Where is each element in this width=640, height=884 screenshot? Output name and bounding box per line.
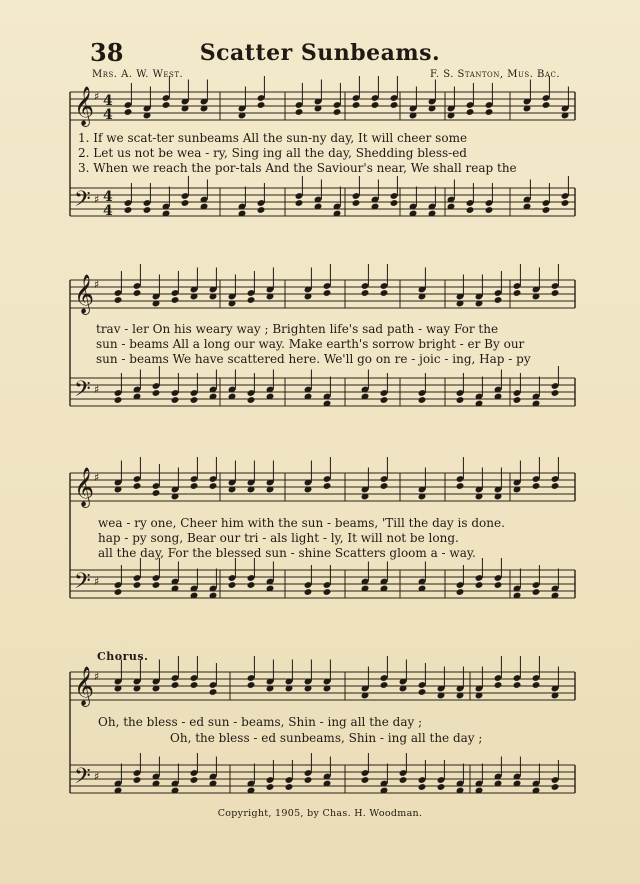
note-head — [380, 289, 389, 297]
note-head — [532, 681, 541, 689]
note-head — [114, 296, 123, 304]
note-head — [304, 776, 313, 784]
lyric-line: Oh, the bless - ed sunbeams, Shin - ing all the day ; — [170, 731, 483, 745]
note-head — [247, 396, 256, 404]
note-head — [152, 389, 161, 397]
lyric-line: sun - beams All a long our way. Make earth's sorrow bright - er By our — [96, 337, 525, 351]
note-head — [323, 482, 332, 490]
lyric-line: 3. When we reach the por-tals And the Saviour's near, We shall reap the — [78, 161, 517, 175]
note-head — [542, 206, 551, 214]
lyric-line: Oh, the bless - ed sun - beams, Shin - ing all the day ; — [98, 715, 423, 729]
lyric-line: all the day, For the blessed sun - shine Scatters gloom a - way. — [98, 546, 476, 560]
note-head — [247, 581, 256, 589]
note-head — [190, 396, 199, 404]
note-head — [551, 289, 560, 297]
note-head — [114, 396, 123, 404]
note-head — [513, 289, 522, 297]
note-head — [143, 206, 152, 214]
note-head — [152, 581, 161, 589]
note-head — [209, 688, 218, 696]
note-head — [171, 296, 180, 304]
note-head — [295, 108, 304, 116]
time-signature: 4 — [103, 107, 113, 123]
composer-credit: F. S. Stanton, Mus. Bac. — [429, 69, 560, 80]
note-head — [171, 396, 180, 404]
sharp-icon: ♯ — [94, 90, 100, 103]
lyric-line: 1. If we scat-ter sunbeams All the sun-ny day, It will cheer some — [78, 131, 468, 145]
note-head — [494, 581, 503, 589]
note-head — [352, 199, 361, 207]
note-head — [361, 776, 370, 784]
note-head — [466, 206, 475, 214]
treble-clef-icon: 𝄞 — [74, 467, 95, 507]
note-head — [380, 681, 389, 689]
note-head — [475, 581, 484, 589]
lyric-line: sun - beams We have scattered here. We'll go on re - joic - ing, Hap - py — [96, 352, 531, 366]
note-head — [190, 482, 199, 490]
note-head — [181, 199, 190, 207]
note-head — [133, 289, 142, 297]
sharp-icon: ♯ — [94, 770, 100, 783]
note-head — [485, 206, 494, 214]
chorus-label: Chorus. — [97, 650, 149, 663]
note-head — [323, 588, 332, 596]
time-signature: 4 — [103, 189, 113, 205]
note-head — [418, 783, 427, 791]
sharp-icon: ♯ — [94, 278, 100, 291]
lyric-line: trav - ler On his weary way ; Brighten life's sad path - way For the — [96, 322, 499, 336]
bass-clef-icon: 𝄢 — [74, 764, 91, 794]
note-head — [209, 482, 218, 490]
note-head — [257, 101, 266, 109]
treble-clef-icon: 𝄞 — [74, 86, 95, 126]
note-head — [247, 681, 256, 689]
note-head — [361, 289, 370, 297]
note-head — [190, 776, 199, 784]
copyright-notice: Copyright, 1905, by Chas. H. Woodman. — [217, 808, 423, 819]
time-signature: 4 — [103, 93, 113, 109]
note-head — [513, 396, 522, 404]
lyric-line: wea - ry one, Cheer him with the sun - beams, 'Till the day is done. — [98, 516, 505, 530]
bass-clef-icon: 𝄢 — [74, 569, 91, 599]
note-head — [466, 108, 475, 116]
treble-clef-icon: 𝄞 — [74, 666, 95, 706]
note-head — [285, 783, 294, 791]
sharp-icon: ♯ — [94, 383, 100, 396]
note-head — [333, 108, 342, 116]
note-head — [124, 206, 133, 214]
note-head — [532, 588, 541, 596]
note-head — [456, 396, 465, 404]
treble-clef-icon: 𝄞 — [74, 274, 95, 314]
lyric-line: hap - py song, Bear our tri - als light - ly, It will not be long. — [98, 531, 459, 545]
note-head — [295, 199, 304, 207]
note-head — [380, 396, 389, 404]
note-head — [228, 581, 237, 589]
note-head — [352, 101, 361, 109]
note-head — [162, 101, 171, 109]
note-head — [304, 588, 313, 596]
note-head — [561, 199, 570, 207]
note-head — [257, 206, 266, 214]
note-head — [133, 776, 142, 784]
note-head — [532, 482, 541, 490]
note-head — [380, 482, 389, 490]
note-head — [247, 296, 256, 304]
note-head — [494, 681, 503, 689]
sharp-icon: ♯ — [94, 670, 100, 683]
note-head — [152, 489, 161, 497]
note-head — [133, 482, 142, 490]
note-head — [114, 588, 123, 596]
sharp-icon: ♯ — [94, 471, 100, 484]
note-head — [371, 101, 380, 109]
note-head — [551, 482, 560, 490]
note-head — [418, 688, 427, 696]
note-head — [551, 783, 560, 791]
note-head — [456, 588, 465, 596]
note-head — [551, 389, 560, 397]
note-head — [485, 108, 494, 116]
page-number: 38 — [90, 38, 124, 67]
sharp-icon: ♯ — [94, 575, 100, 588]
note-head — [266, 783, 275, 791]
hymn-title: Scatter Sunbeams. — [199, 40, 441, 66]
note-head — [323, 289, 332, 297]
note-head — [513, 681, 522, 689]
note-head — [399, 776, 408, 784]
lyric-line: 2. Let us not be wea - ry, Sing ing all the day, Shedding bless-ed — [78, 146, 467, 160]
note-head — [390, 101, 399, 109]
note-head — [437, 783, 446, 791]
bass-clef-icon: 𝄢 — [74, 377, 91, 407]
note-head — [124, 108, 133, 116]
note-head — [171, 681, 180, 689]
lyricist-credit: Mrs. A. W. West. — [92, 69, 184, 80]
note-head — [494, 296, 503, 304]
note-head — [390, 199, 399, 207]
note-head — [190, 681, 199, 689]
sharp-icon: ♯ — [94, 193, 100, 206]
bass-clef-icon: 𝄢 — [74, 187, 91, 217]
note-head — [133, 581, 142, 589]
note-head — [418, 396, 427, 404]
note-head — [456, 482, 465, 490]
time-signature: 4 — [103, 203, 113, 219]
note-head — [542, 101, 551, 109]
